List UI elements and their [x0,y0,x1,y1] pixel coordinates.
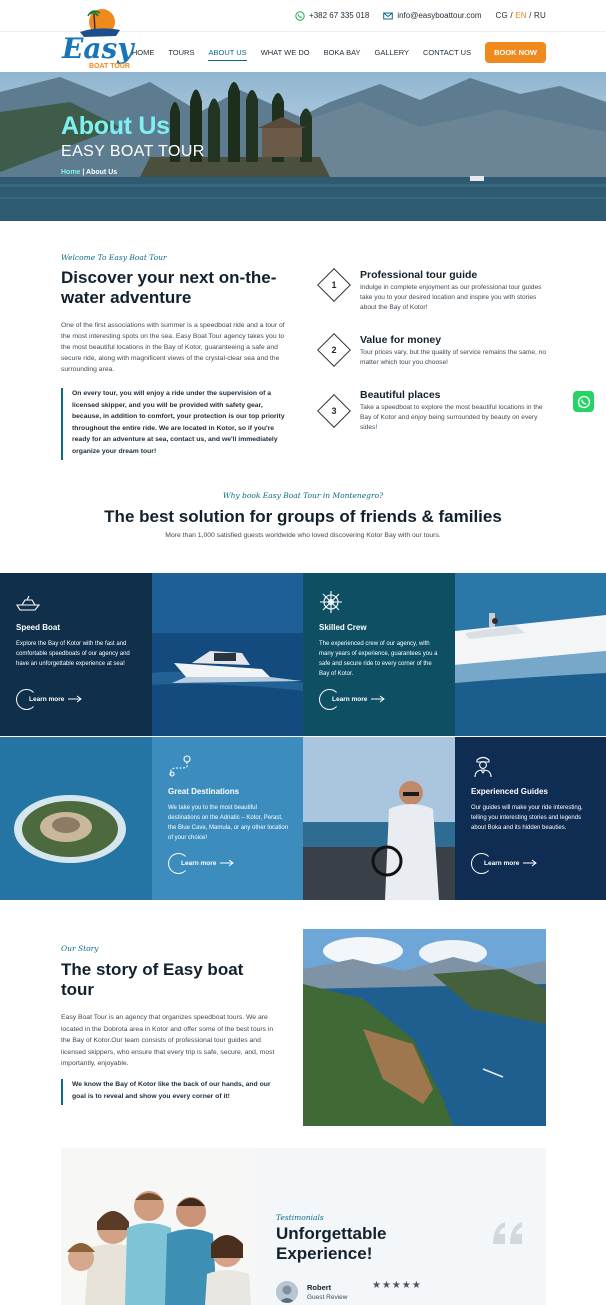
lang-separator: / [510,11,513,20]
feature-text: Take a speedboat to explore the most beautiful locations in the Bay of Kotor and enjoy being surrounded by beauty on every sides! [360,404,543,431]
testimonials-title: Unforgettable Experience! [276,1224,387,1263]
learn-more-label: Learn more [332,695,368,703]
whatsapp-icon [577,395,591,409]
email-contact[interactable] [383,11,481,21]
breadcrumb-home[interactable]: Home [61,169,81,176]
nav-menu [132,45,471,61]
welcome-script-heading: Welcome To Easy Boat Tour [61,253,167,262]
service-card-great-destinations[interactable] [152,737,304,900]
nav-item-gallery[interactable]: GALLERY [374,48,410,57]
testimonials-script-heading: Testimonials [276,1213,324,1222]
site-logo[interactable] [58,4,138,72]
arrow-right-icon [371,695,385,703]
hero-banner [0,72,606,221]
reviewer-name: Robert [307,1283,332,1292]
why-subtitle: More than 1,000 satisfied guests worldwide who loved discovering Kotor Bay with our tours. [165,532,441,539]
feature-title: Professional tour guide [360,269,478,281]
lang-en[interactable]: EN [515,11,527,20]
feature-number: 1 [331,280,337,290]
nav-item-boka-bay[interactable]: BOKA BAY [323,48,361,57]
lang-cg[interactable]: CG [495,11,508,20]
service-card-speed-boat[interactable] [0,573,152,736]
breadcrumb-separator: | [80,169,87,176]
hero-title: About Us [61,112,170,140]
lang-separator: / [529,11,532,20]
why-script-heading: Why book Easy Boat Tour in Montenegro? [222,491,384,500]
quote-mark-icon [491,1218,525,1248]
feature-title: Value for money [360,334,442,346]
learn-more-label: Learn more [484,859,520,867]
speedboat-photo [152,573,304,736]
service-text: Explore the Bay of Kotor with the fast and comfortable speedboats of our agency and have an unforgettable experience at sea! [16,641,130,667]
feature-text: Tour prices vary, but the quality of service remains the same, no matter which tour you choose! [360,349,547,366]
learn-more-label: Learn more [181,859,217,867]
learn-more-link[interactable] [471,859,537,867]
feature-text: Indulge in complete enjoyment as our professional tour guides take you to your desired location and inspire you with stories about the Bay of Kotor! [360,284,542,311]
book-now-button[interactable]: BOOK NOW [485,42,546,63]
why-title: The best solution for groups of friends & families [104,507,502,526]
service-title: Experienced Guides [471,787,548,796]
learn-more-link[interactable] [319,695,385,703]
feature-title: Beautiful places [360,389,441,401]
arrow-right-icon [523,859,537,867]
nav-item-tours[interactable]: TOURS [168,48,195,57]
svg-text:BOAT TOUR: BOAT TOUR [89,63,130,70]
group-friends-photo [61,1148,254,1305]
mail-icon [383,11,393,21]
story-body: Easy Boat Tour is an agency that organizes speedboat tours. We are located in the Dobrota area in Kotor and offer some of the best tours in the Bay of Kotor.Our team consists of professional tour guides and licensed skippers, who ensure that every trip is safe, secure, and, most importantly, enjoyable. [61,1014,275,1068]
service-title: Speed Boat [16,623,61,632]
email-address: info@easyboattour.com [397,11,482,20]
learn-more-link[interactable] [16,695,82,703]
reviewer-avatar [276,1281,298,1303]
service-title: Great Destinations [168,787,240,796]
language-switcher [495,11,546,20]
story-title: The story of Easy boat tour [61,960,244,999]
nav-item-what-we-do[interactable]: WHAT WE DO [260,48,310,57]
services-grid [0,573,606,900]
whatsapp-icon [295,11,305,21]
service-text: We take you to the most beautiful destinations on the Adriatic – Kotor, Perast, the Blue Cave, Mamula, or any other location of your choice! [168,805,289,841]
phone-contact[interactable] [295,11,369,21]
arrow-right-icon [68,695,82,703]
svg-text:Easy: Easy [62,32,134,65]
feature-number: 2 [331,345,337,355]
hero-subtitle: EASY BOAT TOUR [61,143,205,160]
service-text: The experienced crew of our agency, with many years of experience, guarantees you a safe and secure ride to every corner of the Bay of Kotor. [319,641,438,677]
lang-ru[interactable]: RU [534,11,546,20]
breadcrumb-current: About Us [86,169,118,176]
learn-more-link[interactable] [168,859,234,867]
nav-item-contact-us[interactable]: CONTACT US [423,48,472,57]
service-card-skilled-crew[interactable] [303,573,455,736]
nav-item-home[interactable]: HOME [131,48,155,57]
welcome-body: One of the first associations with summer is a speedboat ride and a tour of the most interesting spots on the sea. Easy Boat Tour agency takes you to the most beautiful locations in the Bay of Kotor, guaranteeing a safe and secure ride, along with magnificent views of the crystal-clear sea and the surrounding area. [61,322,285,373]
phone-number: +382 67 335 018 [309,11,370,20]
whatsapp-chat-button[interactable] [573,391,594,412]
route-icon [167,753,193,779]
service-title: Skilled Crew [319,623,367,632]
speedboat-icon [15,589,41,615]
service-card-experienced-guides[interactable] [455,737,606,900]
welcome-quote: On every tour, you will enjoy a ride under the supervision of a licensed skipper, and you will be provided with safety gear, because, in addition to comfort, your protection is our top priority throughout the entire ride. We are located in Kotor, so if you're ready for an adventure at sea, contact us, and we'll immediately organize your dream tour! [61,388,289,460]
white-boat-photo [455,573,606,736]
rating-stars: ★★★★★ [372,1280,422,1291]
feature-number: 3 [331,406,337,416]
captain-icon [470,753,496,779]
welcome-title: Discover your next on-the-water adventure [61,268,277,307]
island-fortress-photo [0,737,152,900]
reviewer-role: Guest Review [307,1294,348,1301]
arrow-right-icon [220,859,234,867]
story-quote: We know the Bay of Kotor like the back of our hands, and our goal is to reveal and show you every corner of it! [61,1079,281,1105]
skipper-photo [303,737,455,900]
ship-wheel-icon [318,589,344,615]
nav-item-about-us[interactable]: ABOUT US [208,45,246,61]
breadcrumb [61,169,117,176]
story-script-heading: Our Story [61,944,99,953]
perast-bay-photo [303,929,546,1126]
learn-more-label: Learn more [29,695,65,703]
service-text: Our guides will make your ride interesting, telling you interesting stories and legends about Boka and its hidden beauties. [471,805,583,831]
